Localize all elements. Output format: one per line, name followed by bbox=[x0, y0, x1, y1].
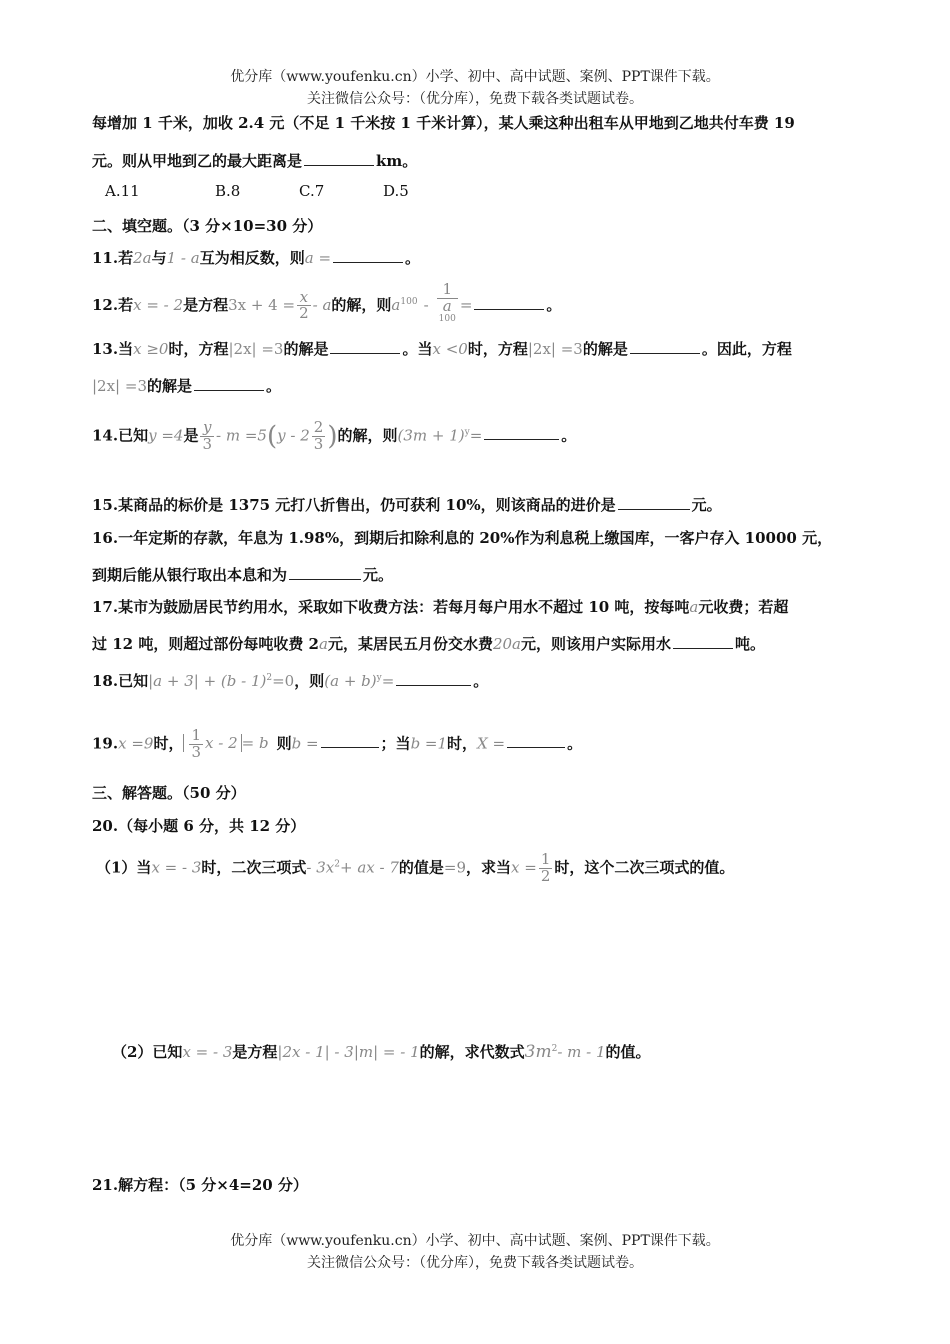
fraction-denominator: 2 bbox=[540, 866, 551, 885]
q17-text: 元，某居民五月份交水费 bbox=[327, 635, 493, 653]
q13-text: 的解是 bbox=[582, 340, 628, 358]
question-18 bbox=[92, 670, 488, 691]
q14-math: y - 2 bbox=[277, 426, 310, 445]
question-17-line-2 bbox=[92, 633, 765, 654]
page-header bbox=[0, 66, 950, 108]
q10-line-1: 每增加 1 千米，加收 2.4 元（不足 1 千米按 1 千米计算），某人乘这种出租车从甲地到乙地共付车费 19 bbox=[92, 114, 795, 132]
exponent: 2 bbox=[334, 859, 340, 870]
absolute-value bbox=[183, 726, 241, 761]
exponent: 2 bbox=[551, 1044, 558, 1054]
q19-text: 19. bbox=[92, 734, 119, 753]
question-20-part-2 bbox=[112, 1041, 651, 1062]
question-11 bbox=[92, 247, 420, 268]
q14-text: 14.已知 bbox=[92, 426, 149, 445]
q11-math: 1 - a bbox=[166, 249, 200, 267]
q13-text: 时，方程 bbox=[168, 340, 229, 358]
answer-blank bbox=[484, 424, 559, 440]
q17-math: a bbox=[318, 635, 328, 653]
q18-text: ，则 bbox=[294, 672, 325, 690]
q12-text: 的解，则 bbox=[331, 295, 392, 314]
q10-options bbox=[105, 182, 409, 200]
fraction bbox=[297, 287, 311, 323]
fraction-numerator: 1 bbox=[540, 850, 551, 868]
answer-blank bbox=[333, 247, 403, 263]
q15-text: 15.某商品的标价是 1375 元打八折售出，仍可获利 10%，则该商品的进价是 bbox=[92, 496, 616, 514]
answer-blank bbox=[507, 732, 565, 748]
q17-text: 元，则该用户实际用水 bbox=[520, 635, 671, 653]
q20-text: （2）已知 bbox=[112, 1043, 183, 1061]
q18-text: 。 bbox=[473, 672, 489, 690]
q16-text: 元。 bbox=[363, 566, 394, 584]
fraction-numerator: x bbox=[297, 290, 311, 307]
q14-math: y =4 bbox=[148, 426, 184, 445]
question-13-line-2 bbox=[92, 375, 281, 396]
q18-math: = bbox=[381, 672, 395, 690]
q14-math: - m =5 bbox=[216, 426, 267, 445]
q19-math: = b bbox=[241, 734, 269, 753]
exponent: 100 bbox=[438, 313, 456, 324]
q14-text: 。 bbox=[561, 426, 577, 445]
fraction bbox=[312, 420, 326, 453]
q13-text: 的解是 bbox=[283, 340, 329, 358]
q20-text: 的解，求代数式 bbox=[419, 1043, 525, 1061]
q19-text: ；当 bbox=[380, 734, 411, 753]
q20-math: x = bbox=[511, 858, 537, 877]
q13-text: 。因此，方程 bbox=[701, 340, 792, 358]
answer-blank bbox=[618, 494, 690, 510]
q20-math: x = - 3 bbox=[151, 858, 202, 877]
fraction-denominator-base: a bbox=[442, 296, 452, 315]
fraction-numerator: 1 bbox=[191, 726, 202, 744]
q14-text: 是 bbox=[183, 426, 199, 445]
q20-math: + ax - 7 bbox=[339, 858, 399, 877]
q20-text: 时，二次三项式 bbox=[201, 858, 307, 877]
fraction-numerator: 1 bbox=[437, 282, 458, 299]
q11-text: 。 bbox=[405, 249, 421, 267]
question-14 bbox=[92, 420, 576, 453]
q20-math: - m - 1 bbox=[557, 1043, 606, 1061]
fraction bbox=[539, 852, 553, 885]
q12-math: x = - 2 bbox=[133, 295, 184, 314]
q17-text: 过 12 吨，则超过部份每吨收费 2 bbox=[92, 635, 319, 653]
q20-text: （1）当 bbox=[96, 858, 152, 877]
q19-text: 。 bbox=[567, 734, 583, 753]
q19-text: 时， bbox=[447, 734, 478, 753]
answer-blank bbox=[630, 338, 700, 354]
question-16-line-2 bbox=[92, 564, 393, 585]
fraction-denominator: 3 bbox=[191, 742, 202, 761]
answer-blank bbox=[330, 338, 400, 354]
q13-text: 时，方程 bbox=[467, 340, 528, 358]
paren-open: ( bbox=[266, 421, 278, 452]
q13-math: x <0 bbox=[432, 340, 468, 358]
q12-text: 12.若 bbox=[92, 295, 134, 314]
answer-blank bbox=[321, 732, 379, 748]
q20-math: x = - 3 bbox=[182, 1043, 233, 1061]
q11-text: 与 bbox=[151, 249, 167, 267]
q11-math: a = bbox=[304, 249, 332, 267]
question-13-line-1 bbox=[92, 338, 792, 359]
q12-math: - a bbox=[312, 295, 332, 314]
option-d: D.5 bbox=[383, 182, 409, 200]
fraction-numerator: y bbox=[200, 420, 214, 437]
q17-text: 17.某市为鼓励居民节约用水，采取如下收费方法：若每月每户用水不超过 10 吨，按每吨 bbox=[92, 598, 690, 616]
q20-text: 时，这个二次三项式的值。 bbox=[554, 858, 735, 877]
q11-text: 11.若 bbox=[92, 249, 134, 267]
q19-math: X = bbox=[477, 734, 506, 753]
q11-text: 互为相反数，则 bbox=[199, 249, 305, 267]
header-line-1: 优分库（www.youfenku.cn）小学、初中、高中试题、案例、PPT课件下载。 bbox=[230, 69, 720, 85]
q12-math: 3x + 4 = bbox=[228, 295, 296, 314]
q17-math: 20a bbox=[492, 635, 521, 653]
question-12 bbox=[92, 282, 561, 330]
q14-math: (3m + 1) bbox=[397, 426, 465, 445]
answer-blank bbox=[289, 564, 361, 580]
exponent: 100 bbox=[400, 296, 418, 307]
q19-text: 则 bbox=[276, 734, 292, 753]
q20-math: - 3x bbox=[306, 858, 335, 877]
q10-text: 元。则从甲地到乙的最大距离是 bbox=[92, 152, 303, 170]
q13-math: |2x| =3 bbox=[228, 340, 284, 358]
option-c: C.7 bbox=[299, 182, 325, 200]
fraction bbox=[200, 420, 214, 453]
q15-text: 元。 bbox=[691, 496, 722, 514]
q20-math: |2x - 1| - 3|m| = - 1 bbox=[277, 1043, 420, 1061]
q20-text: 的值。 bbox=[605, 1043, 651, 1061]
question-20-part-1 bbox=[96, 852, 734, 885]
q10-unit: km。 bbox=[376, 152, 418, 170]
q13-math: |2x| =3 bbox=[527, 340, 583, 358]
answer-blank bbox=[304, 150, 374, 166]
answer-blank bbox=[474, 294, 544, 310]
q18-math: (a + b) bbox=[324, 672, 377, 690]
q16-text: 到期后能从银行取出本息和为 bbox=[92, 566, 288, 584]
q12-text: 。 bbox=[546, 295, 562, 314]
header-line-2: 关注微信公众号：（优分库），免费下载各类试题试卷。 bbox=[307, 91, 643, 107]
q14-text: 的解，则 bbox=[337, 426, 398, 445]
q12-text: 是方程 bbox=[183, 295, 229, 314]
section-3-title: 三、解答题。（50 分） bbox=[92, 784, 246, 802]
q12-math: a bbox=[391, 295, 401, 314]
exponent: 2 bbox=[266, 673, 273, 683]
q18-math: |a + 3| + (b - 1) bbox=[148, 672, 267, 690]
fraction-numerator: 2 bbox=[313, 418, 324, 436]
q12-math: - bbox=[423, 295, 429, 314]
q18-text: 18.已知 bbox=[92, 672, 149, 690]
footer-line-2: 关注微信公众号：（优分库），免费下载各类试题试卷。 bbox=[307, 1255, 643, 1271]
q13-text: 13.当 bbox=[92, 340, 134, 358]
q13-math: |2x| =3 bbox=[92, 377, 147, 395]
fraction bbox=[189, 728, 203, 761]
q19-math: x =9 bbox=[118, 734, 154, 753]
q20-math: =9 bbox=[443, 858, 467, 877]
q19-math: x - 2 bbox=[205, 734, 238, 753]
answer-blank bbox=[673, 633, 733, 649]
exponent: y bbox=[376, 673, 382, 683]
page-footer bbox=[0, 1230, 950, 1272]
answer-blank bbox=[396, 670, 471, 686]
q13-math: x ≥0 bbox=[133, 340, 169, 358]
q14-math: = bbox=[469, 426, 483, 445]
fraction bbox=[437, 282, 458, 330]
q20-text: 是方程 bbox=[232, 1043, 278, 1061]
q11-math: 2a bbox=[133, 249, 152, 267]
option-b: B.8 bbox=[215, 182, 241, 200]
q17-math: a bbox=[689, 598, 699, 616]
exponent: y bbox=[464, 427, 470, 438]
question-15 bbox=[92, 494, 722, 515]
fraction-denominator: 2 bbox=[299, 304, 309, 323]
option-a: A.11 bbox=[105, 182, 140, 200]
q13-text: 的解是 bbox=[147, 377, 193, 395]
q19-math: b =1 bbox=[410, 734, 448, 753]
q10-line-2 bbox=[92, 150, 417, 171]
question-20-title: 20.（每小题 6 分，共 12 分） bbox=[92, 817, 306, 835]
fraction-denominator bbox=[437, 296, 458, 330]
q19-math: b = bbox=[291, 734, 319, 753]
q20-text: ，求当 bbox=[466, 858, 512, 877]
question-17-line-1 bbox=[92, 596, 788, 617]
q20-text: 的值是 bbox=[398, 858, 444, 877]
q17-text: 吨。 bbox=[735, 635, 766, 653]
q17-text: 元收费；若超 bbox=[698, 598, 789, 616]
question-21-title: 21.解方程：（5 分×4=20 分） bbox=[92, 1176, 308, 1194]
q12-math: = bbox=[459, 295, 473, 314]
q20-math: 3m bbox=[524, 1042, 552, 1062]
q13-text: 。 bbox=[266, 377, 282, 395]
question-19 bbox=[92, 728, 582, 761]
fraction-denominator: 3 bbox=[313, 434, 324, 453]
q18-math: =0 bbox=[272, 672, 295, 690]
q13-text: 。当 bbox=[402, 340, 433, 358]
fraction-denominator: 3 bbox=[202, 434, 213, 453]
section-2-title: 二、填空题。（3 分×10=30 分） bbox=[92, 217, 323, 235]
paren-close: ) bbox=[327, 421, 338, 452]
q19-text: 时， bbox=[153, 734, 184, 753]
footer-line-1: 优分库（www.youfenku.cn）小学、初中、高中试题、案例、PPT课件下载。 bbox=[230, 1233, 720, 1249]
question-16-line-1: 16.一年定斯的存款，年息为 1.98%，到期后扣除利息的 20%作为利息税上缴国库，一客户存入 10000 元， bbox=[92, 529, 833, 547]
answer-blank bbox=[194, 375, 264, 391]
